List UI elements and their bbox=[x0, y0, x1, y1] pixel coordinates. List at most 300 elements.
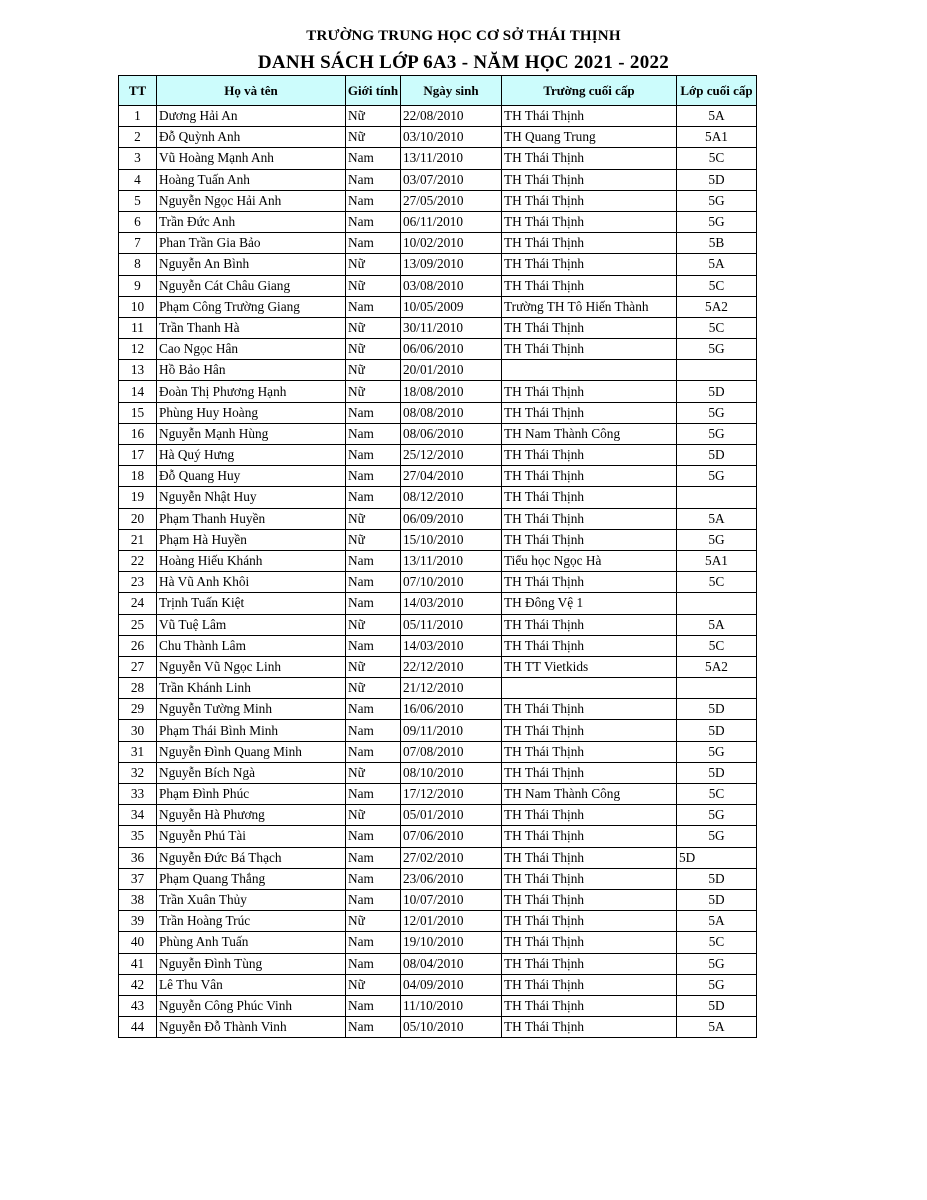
cell-full-name: Trần Thanh Hà bbox=[157, 317, 346, 338]
cell-gender: Nữ bbox=[346, 911, 401, 932]
table-row bbox=[119, 656, 757, 677]
cell-previous-class bbox=[677, 678, 757, 699]
table-row bbox=[119, 868, 757, 889]
cell-tt: 21 bbox=[119, 529, 157, 550]
cell-birth-date: 06/11/2010 bbox=[401, 211, 502, 232]
cell-gender: Nữ bbox=[346, 275, 401, 296]
cell-previous-class bbox=[677, 360, 757, 381]
cell-tt: 19 bbox=[119, 487, 157, 508]
cell-birth-date: 08/04/2010 bbox=[401, 953, 502, 974]
cell-tt: 40 bbox=[119, 932, 157, 953]
table-row bbox=[119, 953, 757, 974]
cell-previous-class: 5G bbox=[677, 423, 757, 444]
cell-tt: 23 bbox=[119, 572, 157, 593]
cell-tt: 41 bbox=[119, 953, 157, 974]
cell-previous-school: TH Thái Thịnh bbox=[502, 106, 677, 127]
cell-tt: 38 bbox=[119, 889, 157, 910]
cell-birth-date: 11/10/2010 bbox=[401, 995, 502, 1016]
cell-birth-date: 07/08/2010 bbox=[401, 741, 502, 762]
document-title: DANH SÁCH LỚP 6A3 - NĂM HỌC 2021 - 2022 bbox=[257, 52, 670, 73]
table-row bbox=[119, 423, 757, 444]
cell-gender: Nam bbox=[346, 1017, 401, 1038]
cell-birth-date: 14/03/2010 bbox=[401, 593, 502, 614]
table-row bbox=[119, 169, 757, 190]
cell-gender: Nam bbox=[346, 699, 401, 720]
cell-gender: Nữ bbox=[346, 678, 401, 699]
cell-tt: 26 bbox=[119, 635, 157, 656]
cell-tt: 34 bbox=[119, 805, 157, 826]
cell-birth-date: 06/06/2010 bbox=[401, 339, 502, 360]
cell-full-name: Đoàn Thị Phương Hạnh bbox=[157, 381, 346, 402]
cell-gender: Nam bbox=[346, 635, 401, 656]
cell-gender: Nam bbox=[346, 466, 401, 487]
cell-previous-school: TH Thái Thịnh bbox=[502, 974, 677, 995]
cell-previous-school: TH Thái Thịnh bbox=[502, 953, 677, 974]
cell-gender: Nam bbox=[346, 572, 401, 593]
cell-tt: 4 bbox=[119, 169, 157, 190]
cell-previous-school: TH Thái Thịnh bbox=[502, 720, 677, 741]
cell-previous-class: 5G bbox=[677, 529, 757, 550]
table-row bbox=[119, 190, 757, 211]
cell-previous-school: TH Thái Thịnh bbox=[502, 911, 677, 932]
cell-previous-class: 5A bbox=[677, 508, 757, 529]
cell-full-name: Vũ Hoàng Mạnh Anh bbox=[157, 148, 346, 169]
cell-tt: 44 bbox=[119, 1017, 157, 1038]
cell-tt: 15 bbox=[119, 402, 157, 423]
table-row bbox=[119, 402, 757, 423]
header-birth-date: Ngày sinh bbox=[401, 76, 502, 106]
cell-gender: Nam bbox=[346, 550, 401, 571]
cell-previous-class bbox=[677, 487, 757, 508]
cell-gender: Nam bbox=[346, 847, 401, 868]
cell-tt: 22 bbox=[119, 550, 157, 571]
cell-tt: 10 bbox=[119, 296, 157, 317]
cell-gender: Nam bbox=[346, 932, 401, 953]
cell-gender: Nữ bbox=[346, 614, 401, 635]
table-row bbox=[119, 106, 757, 127]
cell-previous-school: TH Thái Thịnh bbox=[502, 762, 677, 783]
cell-previous-school: TH Thái Thịnh bbox=[502, 995, 677, 1016]
table-row bbox=[119, 296, 757, 317]
table-row bbox=[119, 995, 757, 1016]
cell-previous-school: TH Thái Thịnh bbox=[502, 190, 677, 211]
cell-birth-date: 16/06/2010 bbox=[401, 699, 502, 720]
cell-previous-class: 5D bbox=[677, 720, 757, 741]
cell-birth-date: 03/10/2010 bbox=[401, 127, 502, 148]
cell-tt: 8 bbox=[119, 254, 157, 275]
cell-tt: 11 bbox=[119, 317, 157, 338]
cell-full-name: Hoàng Tuấn Anh bbox=[157, 169, 346, 190]
table-row bbox=[119, 614, 757, 635]
table-row bbox=[119, 805, 757, 826]
cell-previous-class: 5G bbox=[677, 190, 757, 211]
cell-full-name: Hà Vũ Anh Khôi bbox=[157, 572, 346, 593]
cell-full-name: Nguyễn Cát Châu Giang bbox=[157, 275, 346, 296]
cell-gender: Nam bbox=[346, 445, 401, 466]
cell-full-name: Nguyễn Nhật Huy bbox=[157, 487, 346, 508]
cell-gender: Nam bbox=[346, 720, 401, 741]
cell-previous-school: TH Thái Thịnh bbox=[502, 275, 677, 296]
cell-previous-class: 5G bbox=[677, 339, 757, 360]
cell-gender: Nữ bbox=[346, 381, 401, 402]
cell-gender: Nam bbox=[346, 784, 401, 805]
cell-birth-date: 03/07/2010 bbox=[401, 169, 502, 190]
cell-tt: 43 bbox=[119, 995, 157, 1016]
cell-birth-date: 20/01/2010 bbox=[401, 360, 502, 381]
cell-previous-class: 5B bbox=[677, 233, 757, 254]
cell-previous-class: 5C bbox=[677, 317, 757, 338]
cell-tt: 28 bbox=[119, 678, 157, 699]
table-row bbox=[119, 826, 757, 847]
cell-gender: Nam bbox=[346, 953, 401, 974]
class-list-table bbox=[118, 75, 757, 1038]
table-row bbox=[119, 550, 757, 571]
cell-tt: 32 bbox=[119, 762, 157, 783]
table-row bbox=[119, 847, 757, 868]
table-row bbox=[119, 233, 757, 254]
cell-previous-school: TH Thái Thịnh bbox=[502, 826, 677, 847]
cell-previous-school: Tiểu học Ngọc Hà bbox=[502, 550, 677, 571]
cell-tt: 17 bbox=[119, 445, 157, 466]
cell-gender: Nữ bbox=[346, 974, 401, 995]
cell-full-name: Phạm Hà Huyền bbox=[157, 529, 346, 550]
table-row bbox=[119, 360, 757, 381]
cell-previous-school: TH Thái Thịnh bbox=[502, 868, 677, 889]
cell-birth-date: 08/12/2010 bbox=[401, 487, 502, 508]
table-row bbox=[119, 529, 757, 550]
table-row bbox=[119, 635, 757, 656]
cell-previous-school bbox=[502, 360, 677, 381]
cell-tt: 2 bbox=[119, 127, 157, 148]
cell-birth-date: 14/03/2010 bbox=[401, 635, 502, 656]
cell-full-name: Nguyễn Đình Quang Minh bbox=[157, 741, 346, 762]
cell-gender: Nữ bbox=[346, 762, 401, 783]
cell-birth-date: 08/08/2010 bbox=[401, 402, 502, 423]
cell-previous-school: TH Thái Thịnh bbox=[502, 889, 677, 910]
table-row bbox=[119, 974, 757, 995]
cell-full-name: Trần Xuân Thủy bbox=[157, 889, 346, 910]
cell-previous-school: TH Thái Thịnh bbox=[502, 233, 677, 254]
cell-previous-class: 5A bbox=[677, 1017, 757, 1038]
cell-full-name: Hà Quý Hưng bbox=[157, 445, 346, 466]
cell-tt: 14 bbox=[119, 381, 157, 402]
cell-previous-class: 5C bbox=[677, 572, 757, 593]
header-previous-school: Trường cuối cấp bbox=[502, 76, 677, 106]
cell-previous-school: TH Nam Thành Công bbox=[502, 784, 677, 805]
cell-gender: Nam bbox=[346, 169, 401, 190]
cell-full-name: Nguyễn Phú Tài bbox=[157, 826, 346, 847]
cell-gender: Nữ bbox=[346, 656, 401, 677]
cell-gender: Nam bbox=[346, 868, 401, 889]
cell-gender: Nam bbox=[346, 423, 401, 444]
school-name: TRƯỜNG TRUNG HỌC CƠ SỞ THÁI THỊNH bbox=[306, 28, 621, 44]
cell-previous-school: TH Thái Thịnh bbox=[502, 169, 677, 190]
cell-birth-date: 10/02/2010 bbox=[401, 233, 502, 254]
cell-previous-school: TH Thái Thịnh bbox=[502, 805, 677, 826]
cell-previous-class: 5A2 bbox=[677, 656, 757, 677]
cell-previous-class: 5A bbox=[677, 106, 757, 127]
cell-tt: 5 bbox=[119, 190, 157, 211]
cell-previous-class: 5D bbox=[677, 995, 757, 1016]
cell-previous-school: TH Thái Thịnh bbox=[502, 635, 677, 656]
cell-previous-school: TH Thái Thịnh bbox=[502, 741, 677, 762]
cell-gender: Nữ bbox=[346, 529, 401, 550]
cell-full-name: Trần Đức Anh bbox=[157, 211, 346, 232]
cell-previous-class: 5G bbox=[677, 466, 757, 487]
cell-previous-class: 5D bbox=[677, 868, 757, 889]
cell-full-name: Vũ Tuệ Lâm bbox=[157, 614, 346, 635]
cell-birth-date: 05/10/2010 bbox=[401, 1017, 502, 1038]
cell-tt: 36 bbox=[119, 847, 157, 868]
cell-previous-class: 5G bbox=[677, 826, 757, 847]
table-row bbox=[119, 1017, 757, 1038]
cell-previous-school: TH Thái Thịnh bbox=[502, 402, 677, 423]
table-row bbox=[119, 487, 757, 508]
cell-tt: 6 bbox=[119, 211, 157, 232]
cell-birth-date: 06/09/2010 bbox=[401, 508, 502, 529]
cell-tt: 37 bbox=[119, 868, 157, 889]
cell-previous-school: TH Đông Vệ 1 bbox=[502, 593, 677, 614]
cell-previous-class: 5A2 bbox=[677, 296, 757, 317]
cell-previous-school: TH Quang Trung bbox=[502, 127, 677, 148]
cell-birth-date: 22/08/2010 bbox=[401, 106, 502, 127]
cell-full-name: Nguyễn Mạnh Hùng bbox=[157, 423, 346, 444]
cell-previous-class: 5D bbox=[677, 847, 757, 868]
cell-full-name: Nguyễn Đình Tùng bbox=[157, 953, 346, 974]
cell-full-name: Phạm Công Trường Giang bbox=[157, 296, 346, 317]
cell-tt: 29 bbox=[119, 699, 157, 720]
cell-birth-date: 19/10/2010 bbox=[401, 932, 502, 953]
table-row bbox=[119, 508, 757, 529]
cell-gender: Nữ bbox=[346, 339, 401, 360]
header-full-name: Họ và tên bbox=[157, 76, 346, 106]
table-row bbox=[119, 466, 757, 487]
cell-gender: Nữ bbox=[346, 106, 401, 127]
cell-birth-date: 17/12/2010 bbox=[401, 784, 502, 805]
cell-previous-school: TH Thái Thịnh bbox=[502, 1017, 677, 1038]
cell-birth-date: 04/09/2010 bbox=[401, 974, 502, 995]
cell-full-name: Nguyễn An Bình bbox=[157, 254, 346, 275]
table-row bbox=[119, 720, 757, 741]
cell-previous-class: 5G bbox=[677, 402, 757, 423]
cell-tt: 7 bbox=[119, 233, 157, 254]
cell-gender: Nam bbox=[346, 190, 401, 211]
table-row bbox=[119, 572, 757, 593]
cell-previous-class: 5G bbox=[677, 974, 757, 995]
cell-previous-school: TH Thái Thịnh bbox=[502, 317, 677, 338]
cell-full-name: Phan Trần Gia Bảo bbox=[157, 233, 346, 254]
cell-birth-date: 27/04/2010 bbox=[401, 466, 502, 487]
cell-previous-school: TH Thái Thịnh bbox=[502, 932, 677, 953]
table-row bbox=[119, 127, 757, 148]
cell-previous-class: 5D bbox=[677, 699, 757, 720]
cell-previous-class: 5G bbox=[677, 741, 757, 762]
cell-previous-school: TH Thái Thịnh bbox=[502, 508, 677, 529]
cell-birth-date: 03/08/2010 bbox=[401, 275, 502, 296]
cell-gender: Nam bbox=[346, 233, 401, 254]
cell-gender: Nữ bbox=[346, 127, 401, 148]
table-row bbox=[119, 339, 757, 360]
cell-previous-school: TH Thái Thịnh bbox=[502, 614, 677, 635]
cell-tt: 31 bbox=[119, 741, 157, 762]
table-row bbox=[119, 381, 757, 402]
cell-previous-class: 5D bbox=[677, 889, 757, 910]
cell-birth-date: 08/06/2010 bbox=[401, 423, 502, 444]
cell-full-name: Nguyễn Vũ Ngọc Linh bbox=[157, 656, 346, 677]
cell-previous-school: TH Thái Thịnh bbox=[502, 381, 677, 402]
cell-gender: Nam bbox=[346, 593, 401, 614]
table-row bbox=[119, 593, 757, 614]
cell-previous-school: TH Thái Thịnh bbox=[502, 339, 677, 360]
cell-previous-class: 5D bbox=[677, 762, 757, 783]
cell-full-name: Nguyễn Ngọc Hải Anh bbox=[157, 190, 346, 211]
cell-previous-class: 5C bbox=[677, 148, 757, 169]
cell-previous-school: TH Thái Thịnh bbox=[502, 699, 677, 720]
cell-birth-date: 15/10/2010 bbox=[401, 529, 502, 550]
cell-gender: Nữ bbox=[346, 317, 401, 338]
cell-gender: Nữ bbox=[346, 508, 401, 529]
cell-gender: Nam bbox=[346, 487, 401, 508]
cell-gender: Nam bbox=[346, 148, 401, 169]
cell-previous-school: TH TT Vietkids bbox=[502, 656, 677, 677]
cell-gender: Nam bbox=[346, 826, 401, 847]
cell-tt: 1 bbox=[119, 106, 157, 127]
table-row bbox=[119, 784, 757, 805]
cell-previous-class: 5A1 bbox=[677, 127, 757, 148]
cell-gender: Nam bbox=[346, 211, 401, 232]
cell-birth-date: 27/02/2010 bbox=[401, 847, 502, 868]
cell-full-name: Phạm Thái Bình Minh bbox=[157, 720, 346, 741]
cell-full-name: Nguyễn Đức Bá Thạch bbox=[157, 847, 346, 868]
cell-full-name: Nguyễn Tường Minh bbox=[157, 699, 346, 720]
cell-previous-school: TH Thái Thịnh bbox=[502, 572, 677, 593]
cell-birth-date: 13/11/2010 bbox=[401, 148, 502, 169]
cell-previous-class: 5D bbox=[677, 169, 757, 190]
cell-previous-school: TH Thái Thịnh bbox=[502, 847, 677, 868]
cell-previous-school: Trường TH Tô Hiến Thành bbox=[502, 296, 677, 317]
cell-previous-school: TH Thái Thịnh bbox=[502, 445, 677, 466]
cell-full-name: Đỗ Quỳnh Anh bbox=[157, 127, 346, 148]
cell-previous-class: 5D bbox=[677, 445, 757, 466]
cell-full-name: Nguyễn Công Phúc Vinh bbox=[157, 995, 346, 1016]
cell-previous-class: 5G bbox=[677, 211, 757, 232]
cell-previous-school: TH Thái Thịnh bbox=[502, 148, 677, 169]
cell-previous-class: 5A bbox=[677, 614, 757, 635]
cell-previous-class: 5C bbox=[677, 635, 757, 656]
cell-full-name: Phạm Đình Phúc bbox=[157, 784, 346, 805]
header-gender: Giới tính bbox=[346, 76, 401, 106]
cell-full-name: Đỗ Quang Huy bbox=[157, 466, 346, 487]
cell-tt: 16 bbox=[119, 423, 157, 444]
table-row bbox=[119, 317, 757, 338]
cell-previous-class: 5A bbox=[677, 911, 757, 932]
cell-full-name: Hồ Bảo Hân bbox=[157, 360, 346, 381]
cell-previous-class: 5C bbox=[677, 784, 757, 805]
cell-birth-date: 05/01/2010 bbox=[401, 805, 502, 826]
cell-birth-date: 07/06/2010 bbox=[401, 826, 502, 847]
cell-full-name: Phùng Huy Hoàng bbox=[157, 402, 346, 423]
cell-tt: 9 bbox=[119, 275, 157, 296]
cell-full-name: Trần Khánh Linh bbox=[157, 678, 346, 699]
cell-full-name: Chu Thành Lâm bbox=[157, 635, 346, 656]
cell-full-name: Nguyễn Đỗ Thành Vinh bbox=[157, 1017, 346, 1038]
cell-birth-date: 10/05/2009 bbox=[401, 296, 502, 317]
cell-gender: Nữ bbox=[346, 360, 401, 381]
cell-gender: Nam bbox=[346, 402, 401, 423]
cell-tt: 25 bbox=[119, 614, 157, 635]
cell-previous-class: 5A1 bbox=[677, 550, 757, 571]
table-row bbox=[119, 445, 757, 466]
cell-birth-date: 22/12/2010 bbox=[401, 656, 502, 677]
cell-birth-date: 21/12/2010 bbox=[401, 678, 502, 699]
cell-birth-date: 13/11/2010 bbox=[401, 550, 502, 571]
table-row bbox=[119, 911, 757, 932]
cell-full-name: Hoàng Hiếu Khánh bbox=[157, 550, 346, 571]
cell-previous-class: 5G bbox=[677, 805, 757, 826]
table-row bbox=[119, 211, 757, 232]
cell-full-name: Nguyễn Bích Ngà bbox=[157, 762, 346, 783]
cell-birth-date: 27/05/2010 bbox=[401, 190, 502, 211]
cell-previous-school: TH Thái Thịnh bbox=[502, 529, 677, 550]
cell-full-name: Nguyễn Hà Phương bbox=[157, 805, 346, 826]
header-previous-class: Lớp cuối cấp bbox=[677, 76, 757, 106]
cell-gender: Nam bbox=[346, 296, 401, 317]
table-row bbox=[119, 889, 757, 910]
table-row bbox=[119, 254, 757, 275]
cell-previous-school: TH Thái Thịnh bbox=[502, 254, 677, 275]
cell-birth-date: 07/10/2010 bbox=[401, 572, 502, 593]
cell-birth-date: 30/11/2010 bbox=[401, 317, 502, 338]
cell-previous-school: TH Thái Thịnh bbox=[502, 466, 677, 487]
cell-gender: Nữ bbox=[346, 805, 401, 826]
cell-tt: 12 bbox=[119, 339, 157, 360]
cell-tt: 30 bbox=[119, 720, 157, 741]
cell-previous-school: TH Thái Thịnh bbox=[502, 487, 677, 508]
cell-full-name: Phạm Thanh Huyền bbox=[157, 508, 346, 529]
cell-birth-date: 08/10/2010 bbox=[401, 762, 502, 783]
cell-birth-date: 18/08/2010 bbox=[401, 381, 502, 402]
cell-birth-date: 25/12/2010 bbox=[401, 445, 502, 466]
cell-gender: Nam bbox=[346, 741, 401, 762]
cell-birth-date: 23/06/2010 bbox=[401, 868, 502, 889]
table-row bbox=[119, 275, 757, 296]
cell-birth-date: 05/11/2010 bbox=[401, 614, 502, 635]
cell-previous-class: 5C bbox=[677, 932, 757, 953]
cell-tt: 27 bbox=[119, 656, 157, 677]
cell-tt: 18 bbox=[119, 466, 157, 487]
cell-birth-date: 09/11/2010 bbox=[401, 720, 502, 741]
cell-previous-class: 5D bbox=[677, 381, 757, 402]
table-body bbox=[119, 106, 757, 1038]
cell-tt: 13 bbox=[119, 360, 157, 381]
cell-previous-class: 5C bbox=[677, 275, 757, 296]
cell-previous-class bbox=[677, 593, 757, 614]
table-header-row bbox=[119, 76, 757, 106]
cell-previous-class: 5A bbox=[677, 254, 757, 275]
table-row bbox=[119, 699, 757, 720]
cell-full-name: Phùng Anh Tuấn bbox=[157, 932, 346, 953]
cell-previous-class: 5G bbox=[677, 953, 757, 974]
cell-birth-date: 12/01/2010 bbox=[401, 911, 502, 932]
cell-tt: 35 bbox=[119, 826, 157, 847]
cell-birth-date: 13/09/2010 bbox=[401, 254, 502, 275]
cell-birth-date: 10/07/2010 bbox=[401, 889, 502, 910]
cell-full-name: Cao Ngọc Hân bbox=[157, 339, 346, 360]
table-row bbox=[119, 932, 757, 953]
cell-previous-school bbox=[502, 678, 677, 699]
cell-full-name: Trần Hoàng Trúc bbox=[157, 911, 346, 932]
cell-tt: 33 bbox=[119, 784, 157, 805]
